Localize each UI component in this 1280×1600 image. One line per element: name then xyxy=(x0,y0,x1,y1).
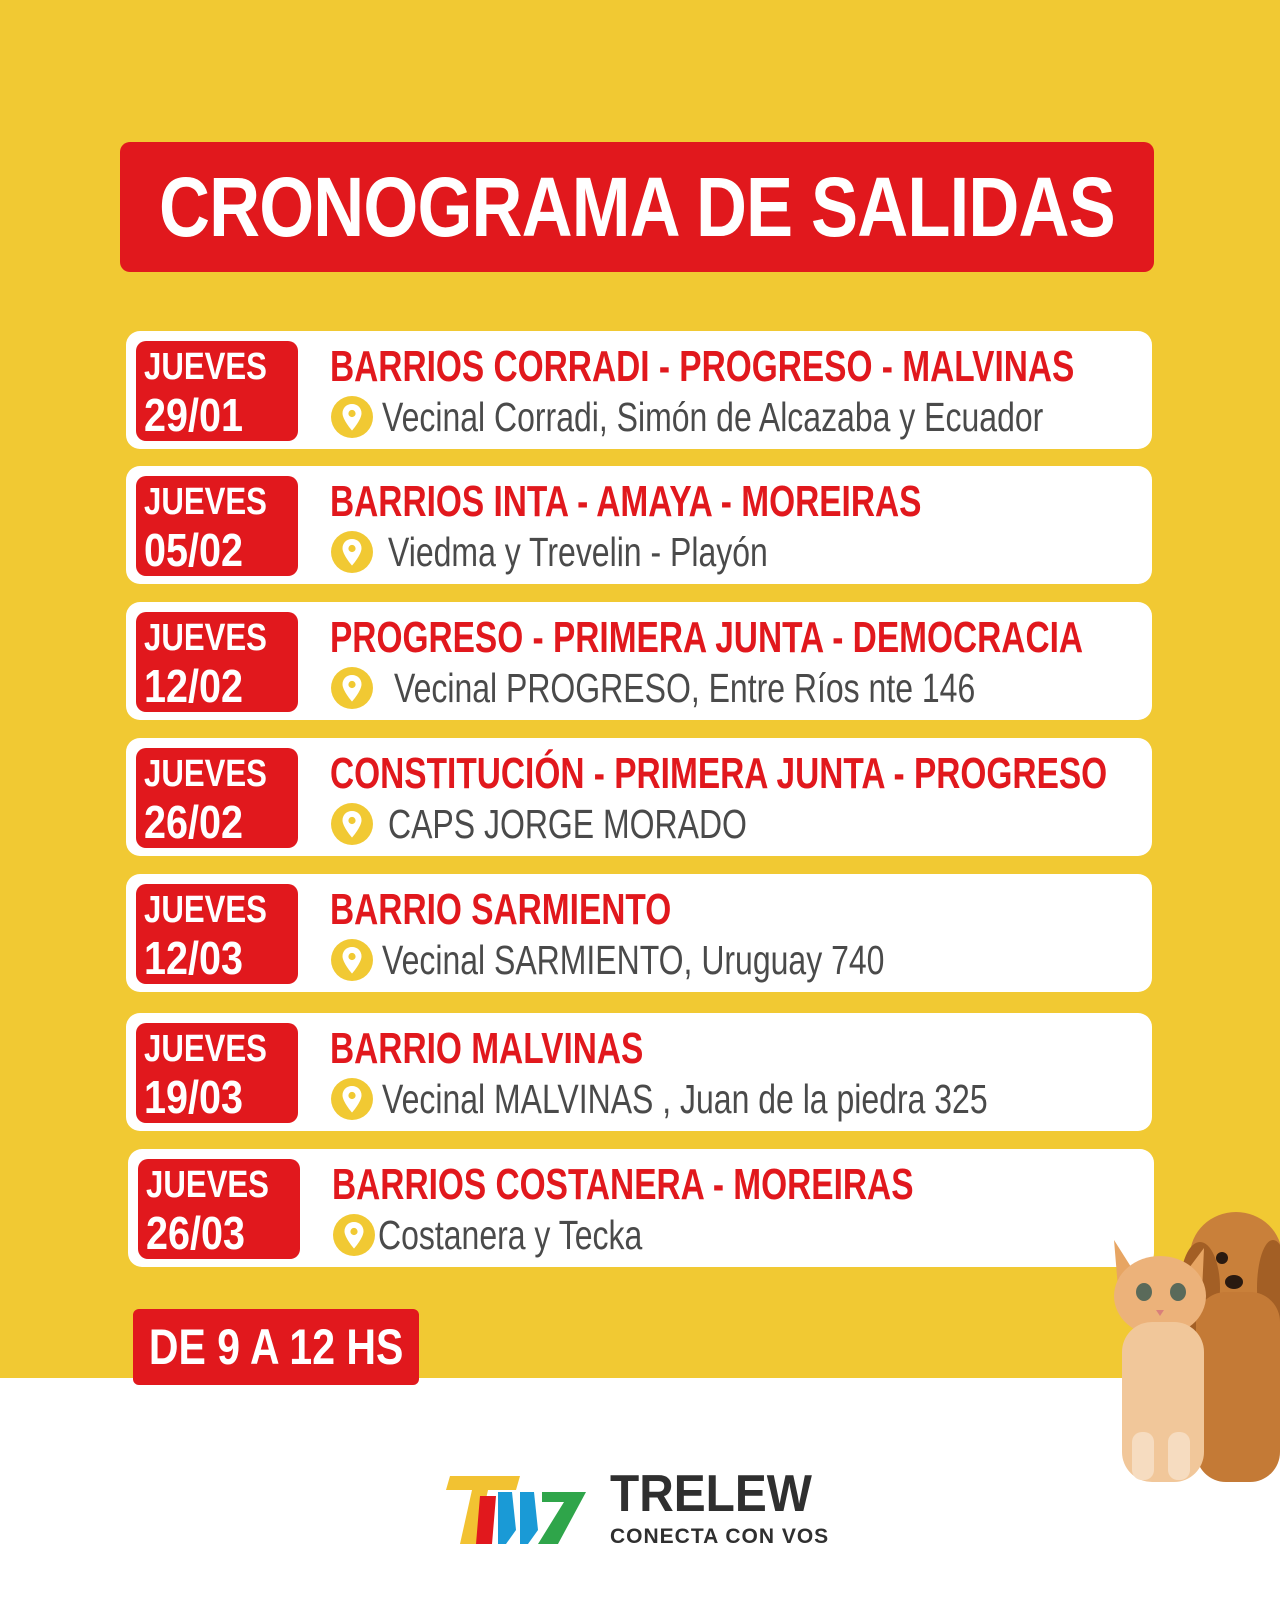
trelew-logo-mark xyxy=(446,1472,586,1548)
date-number: 05/02 xyxy=(144,524,244,576)
location-pin-icon xyxy=(330,395,374,439)
meeting-place: Costanera y Tecka xyxy=(378,1212,643,1258)
date-number: 26/02 xyxy=(144,796,244,848)
location-pin-icon xyxy=(330,802,374,846)
date-number: 26/03 xyxy=(146,1207,246,1259)
date-badge xyxy=(136,476,298,576)
date-day: JUEVES xyxy=(144,753,267,795)
title-banner xyxy=(120,142,1154,272)
neighborhood-title: PROGRESO - PRIMERA JUNTA - DEMOCRACIA xyxy=(330,613,1084,662)
date-day: JUEVES xyxy=(144,481,267,523)
schedule-row-7 xyxy=(128,1149,1154,1267)
kitten-puppy-illustration xyxy=(1108,1192,1280,1482)
location-pin-icon xyxy=(330,530,374,574)
date-badge xyxy=(138,1159,300,1259)
location-pin-icon xyxy=(330,666,374,710)
hours-text: DE 9 A 12 HS xyxy=(148,1319,404,1375)
date-badge xyxy=(136,884,298,984)
meeting-place: CAPS JORGE MORADO xyxy=(388,801,747,847)
neighborhood-title: BARRIOS COSTANERA - MOREIRAS xyxy=(332,1160,914,1209)
brand-tagline: CONECTA CON VOS xyxy=(610,1525,830,1548)
date-number: 12/03 xyxy=(144,932,244,984)
meeting-place: Vecinal SARMIENTO, Uruguay 740 xyxy=(382,937,885,983)
hours-badge xyxy=(133,1309,419,1385)
neighborhood-title: BARRIOS CORRADI - PROGRESO - MALVINAS xyxy=(330,342,1075,391)
date-number: 29/01 xyxy=(144,389,244,441)
date-day: JUEVES xyxy=(146,1164,269,1206)
meeting-place: Vecinal PROGRESO, Entre Ríos nte 146 xyxy=(394,665,976,711)
date-day: JUEVES xyxy=(144,346,267,388)
date-day: JUEVES xyxy=(144,889,267,931)
schedule-row-6 xyxy=(126,1013,1152,1131)
page-title: CRONOGRAMA DE SALIDAS xyxy=(159,159,1115,254)
date-number: 12/02 xyxy=(144,660,244,712)
date-day: JUEVES xyxy=(144,617,267,659)
neighborhood-title: BARRIO SARMIENTO xyxy=(330,885,672,934)
neighborhood-title: BARRIO MALVINAS xyxy=(330,1024,644,1073)
schedule-row-5 xyxy=(126,874,1152,992)
schedule-row-4 xyxy=(126,738,1152,856)
date-badge xyxy=(136,1023,298,1123)
schedule-row-3 xyxy=(126,602,1152,720)
neighborhood-title: CONSTITUCIÓN - PRIMERA JUNTA - PROGRESO xyxy=(330,749,1108,798)
date-badge xyxy=(136,612,298,712)
location-pin-icon xyxy=(332,1213,376,1257)
date-number: 19/03 xyxy=(144,1071,244,1123)
date-badge xyxy=(136,341,298,441)
neighborhood-title: BARRIOS INTA - AMAYA - MOREIRAS xyxy=(330,477,922,526)
date-day: JUEVES xyxy=(144,1028,267,1070)
meeting-place: Vecinal MALVINAS , Juan de la piedra 325 xyxy=(382,1076,988,1122)
location-pin-icon xyxy=(330,938,374,982)
brand-name: TRELEW xyxy=(610,1465,812,1523)
location-pin-icon xyxy=(330,1077,374,1121)
meeting-place: Viedma y Trevelin - Playón xyxy=(388,529,768,575)
date-badge xyxy=(136,748,298,848)
schedule-row-1 xyxy=(126,331,1152,449)
meeting-place: Vecinal Corradi, Simón de Alcazaba y Ecuador xyxy=(382,394,1044,440)
schedule-row-2 xyxy=(126,466,1152,584)
